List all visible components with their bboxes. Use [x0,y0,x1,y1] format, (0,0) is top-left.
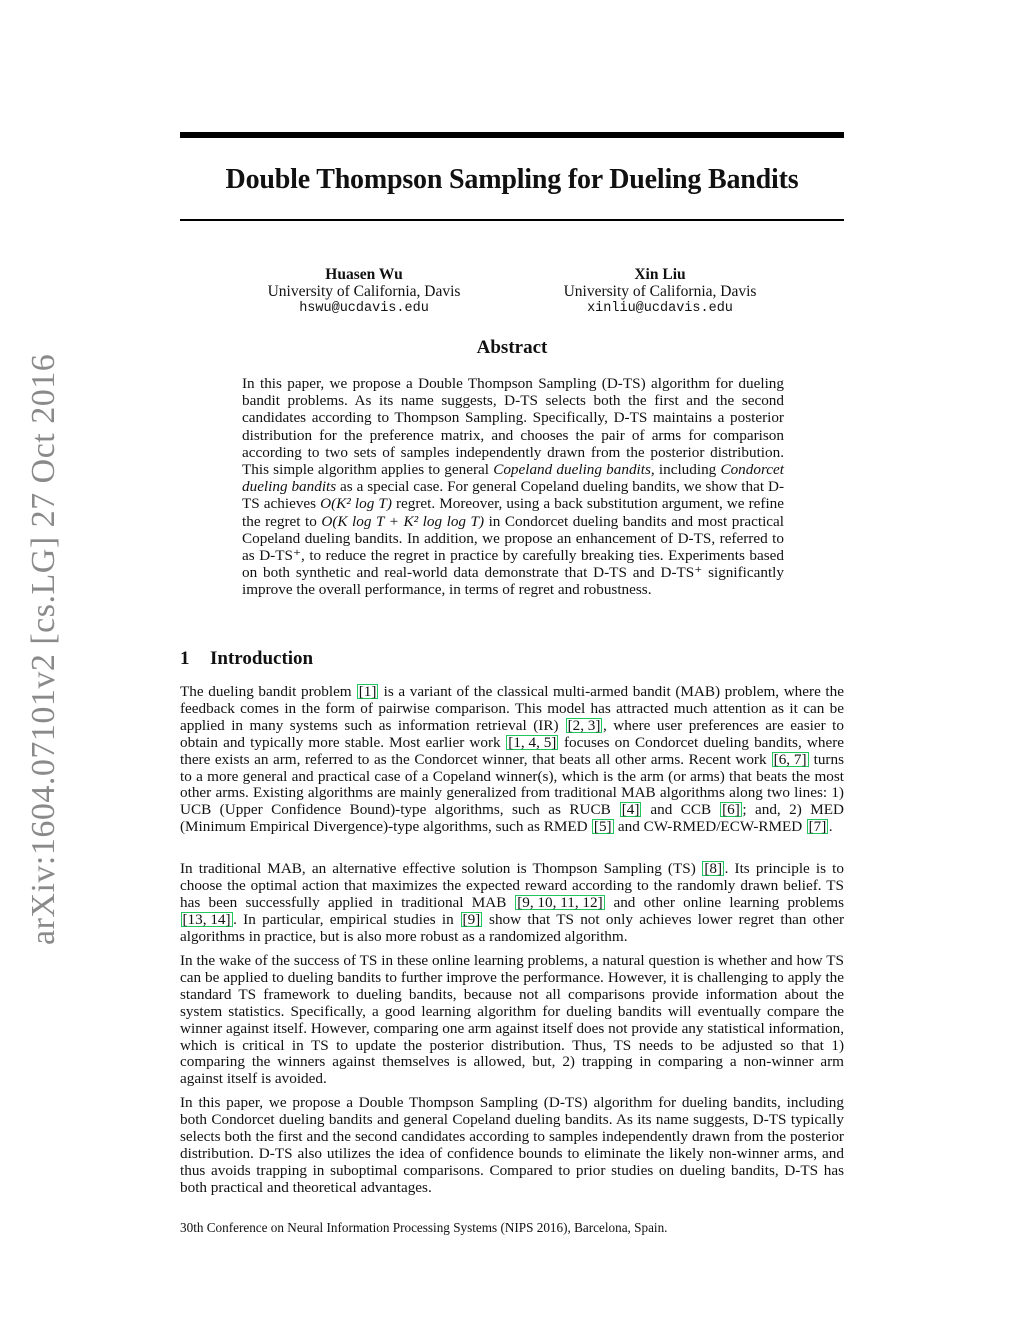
conference-footnote: 30th Conference on Neural Information Processing Systems (NIPS 2016), Barcelona, Spain. [180,1220,668,1235]
citation-link[interactable]: [8] [704,860,723,877]
citation-link[interactable]: [5] [593,818,612,836]
citation-link[interactable]: [6, 7] [773,750,807,768]
intro-paragraph-2: In traditional MAB, an alternative effective solution is Thompson Sampling (TS) [8] . Its principle is to choose the optimal action that maximizes the expected reward according to the randomly drawn belief. TS has been successfully applied in traditional MAB [9, 10, 11, 12] and other online learning problems [13, 14] . In particular, empirical studies in [9] show that TS not only achieves lower regret than other algorithms in practice, but is also more robust as a randomized algorithm. [180,860,845,945]
citation-link[interactable]: [1] [358,683,377,700]
abstract-text: In this paper, we propose a Double Thompson Sampling (D-TS) algorithm for dueling bandit problems. As its name suggests, D-TS selects both the first and the second candidates according to Thompson Sampling. Specifically, D-TS maintains a posterior distribution for the preference matrix, and chooses the pair of arms for comparison according to two sets of samples independently drawn from the posterior distribution. This simple algorithm applies to general Copeland dueling bandits, including Condorcet dueling bandits as a special case. For general Copeland dueling bandits, we show that D-TS achieves O(K² log T) regret. Moreover, using a back substitution argument, we refine the regret to O(K log T + K² log log T) in Condorcet dueling bandits and most practical Copeland dueling bandits. In addition, we propose an enhancement of D-TS, referred to as D-TS⁺, to reduce the regret in practice by carefully breaking ties. Experiments based on both synthetic and real-world data demonstrate that D-TS and D-TS⁺ significantly improve the overall performance, in terms of regret and robustness. [242,375,785,599]
emphasis-condorcet: Condorcet dueling bandits [242,461,785,496]
citation-link[interactable]: [2, 3] [567,716,601,734]
author-affiliation: University of California, Davis [267,283,461,300]
math-regret-condorcet: O(K log T + K² log log T) [321,512,485,530]
section-number: 1 [180,648,190,669]
author-email[interactable]: xinliu@ucdavis.edu [587,301,733,316]
author-email[interactable]: hswu@ucdavis.edu [299,301,429,316]
arxiv-side-stamp: arXiv:1604.07101v2 [cs.LG] 27 Oct 2016 [25,353,62,945]
title-rule-bottom [180,219,844,221]
author-name: Huasen Wu [325,266,403,283]
intro-paragraph-4: In this paper, we propose a Double Thompson Sampling (D-TS) algorithm for dueling bandits, including both Condorcet dueling bandits and general Copeland dueling bandits. As its name suggests, D-TS typically selects both the first and the second candidates according to samples independently drawn from the posterior distribution. D-TS also utilizes the idea of confidence bounds to eliminate the likely non-winner arms, and thus avoids trapping in suboptimal comparisons. Compared to prior studies on dueling bandits, D-TS has both practical and theoretical advantages. [180,1094,844,1196]
citation-link[interactable]: [1, 4, 5] [508,733,557,751]
author-block-1 [214,266,514,317]
citation-link[interactable]: [6] [722,801,740,819]
section-heading [180,648,313,670]
emphasis-copeland: Copeland dueling bandits [493,461,651,479]
math-regret-copeland: O(K² log T) [320,495,392,513]
citation-link[interactable]: [4] [621,801,640,819]
paper-title: Double Thompson Sampling for Dueling Bandits [225,164,799,195]
citation-link[interactable]: [9, 10, 11, 12] [517,893,603,911]
abstract-heading: Abstract [476,337,548,358]
title-rule-top [180,132,844,138]
author-name: Xin Liu [634,266,686,283]
section-title: Introduction [210,648,314,669]
intro-paragraph-3: In the wake of the success of TS in these online learning problems, a natural question is whether and how TS can be applied to dueling bandits to further improve the performance. However, it is challenging to apply the standard TS framework to dueling bandits, because not all comparisons provide information about the system statistics. Specifically, a good learning algorithm for dueling bandits will eventually compare the winner against itself. However, comparing one arm against itself does not provide any statistical information, which is critical in TS to update the posterior distribution. Thus, TS needs to be adjusted so that 1) comparing the winners against themselves is allowed, but, 2) trapping in comparing a non-winner arm against itself is avoided. [180,952,844,1088]
citation-link[interactable]: [9] [462,910,481,928]
author-affiliation: University of California, Davis [563,283,757,300]
citation-link[interactable]: [13, 14] [182,910,231,928]
author-block-2 [510,266,810,317]
intro-paragraph-1: The dueling bandit problem [1] is a variant of the classical multi-armed bandit (MAB) problem, where the feedback comes in the form of pairwise comparison. This model has attracted much attention as it can be applied in many systems such as information retrieval (IR) [2, 3] , where user preferences are easier to obtain and typically more stable. Most earlier work [1, 4, 5] focuses on Condorcet dueling bandits, where there exists an arm, referred to as the Condorcet winner, that beats all other arms. Recent work [6, 7] turns to a more general and practical case of a Copeland winner(s), which is the arm (or arms) that beats the most other arms. Existing algorithms are mainly generalized from traditional MAB algorithms along two lines: 1) UCB (Upper Confidence Bound)-type algorithms, such as RUCB [4] and CCB [6] ; and, 2) MED (Minimum Empirical Divergence)-type algorithms, such as RMED [5] and CW-RMED/ECW-RMED [7] . [180,683,844,836]
citation-link[interactable]: [7] [808,818,827,836]
